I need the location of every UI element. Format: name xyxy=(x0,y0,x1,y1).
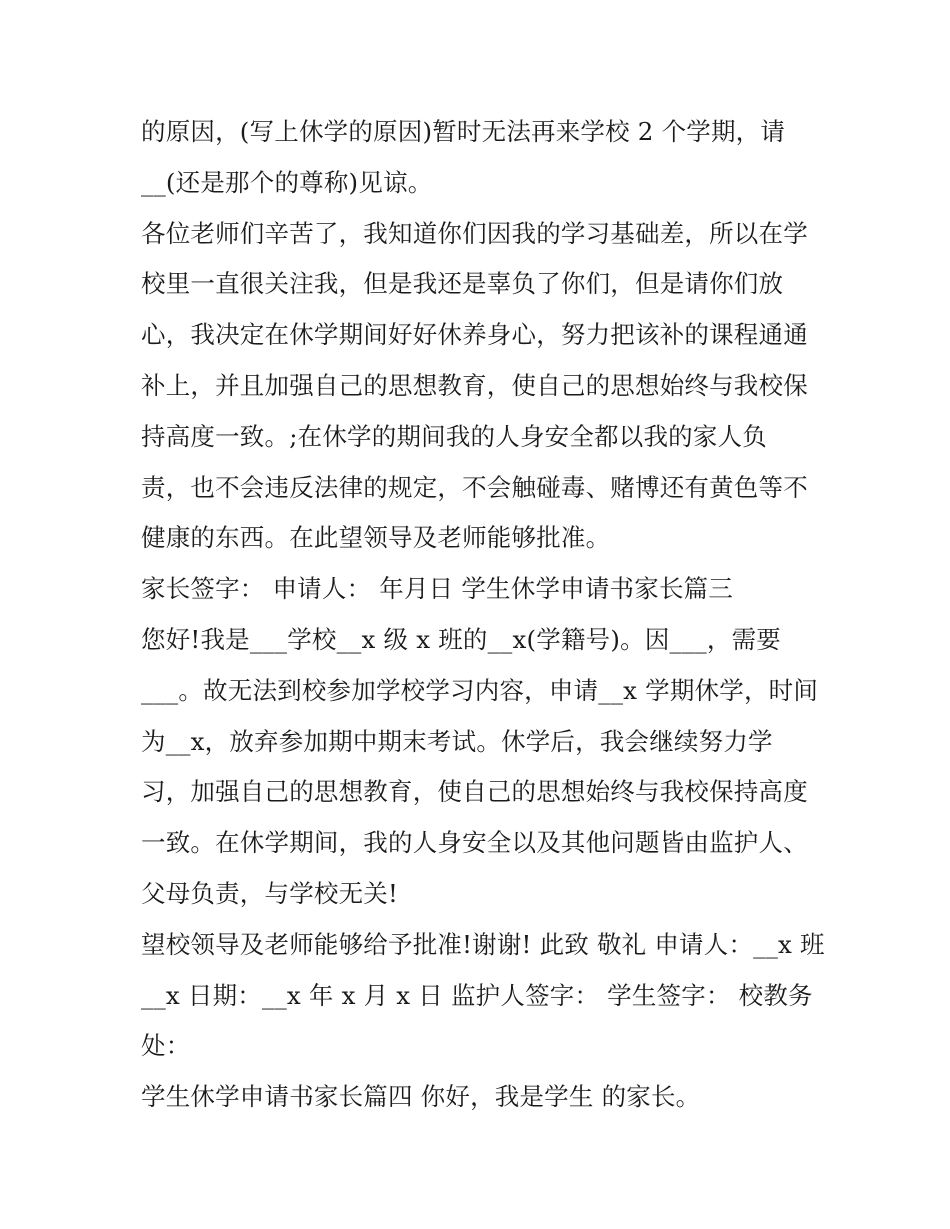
text-line: 健康的东西。在此望领导及老师能够批准。 xyxy=(141,523,611,553)
text-line: 校里一直很关注我，但是我还是辜负了你们，但是请你们放 xyxy=(141,269,784,299)
text-line: 持高度一致。;在休学的期间我的人身安全都以我的家人负 xyxy=(141,421,767,451)
text-line: 各位老师们辛苦了，我知道你们因我的学习基础差，所以在学 xyxy=(141,218,808,248)
text-line: 父母负责，与学校无关! xyxy=(141,878,399,908)
text-line: 您好!我是___学校__x 级 x 班的__x(学籍号)。因___，需要 xyxy=(141,624,781,654)
text-line: ___。故无法到校参加学校学习内容，申请__x 学期休学，时间 xyxy=(141,675,819,705)
text-line: 家长签字： 申请人： 年月日 学生休学申请书家长篇三 xyxy=(141,574,734,604)
text-line: __x 日期：__x 年 x 月 x 日 监护人签字： 学生签字： 校教务 xyxy=(141,980,813,1010)
document-body xyxy=(141,107,831,1123)
text-line: 习，加强自己的思想教育，使自己的思想始终与我校保持高度 xyxy=(141,777,808,807)
text-line: __(还是那个的尊称)见谅。 xyxy=(141,167,433,197)
text-line: 处： xyxy=(141,1031,191,1061)
text-line: 为__x，放弃参加期中期末考试。休学后，我会继续努力学 xyxy=(141,726,773,756)
text-line: 望校领导及老师能够给予批准!谢谢! 此致 敬礼 申请人：__x 班 xyxy=(141,929,825,959)
text-line: 责，也不会违反法律的规定，不会触碰毒、赌博还有黄色等不 xyxy=(141,472,808,502)
text-line: 心，我决定在休学期间好好休养身心，努力把该补的课程通通 xyxy=(141,320,808,350)
text-line: 的原因，(写上休学的原因)暂时无法再来学校 2 个学期，请 xyxy=(141,117,786,146)
text-line: 一致。在休学期间，我的人身安全以及其他问题皆由监护人、 xyxy=(141,828,808,858)
text-line: 学生休学申请书家长篇四 你好，我是学生 的家长。 xyxy=(141,1082,701,1112)
text-line: 补上，并且加强自己的思想教育，使自己的思想始终与我校保 xyxy=(141,370,808,400)
